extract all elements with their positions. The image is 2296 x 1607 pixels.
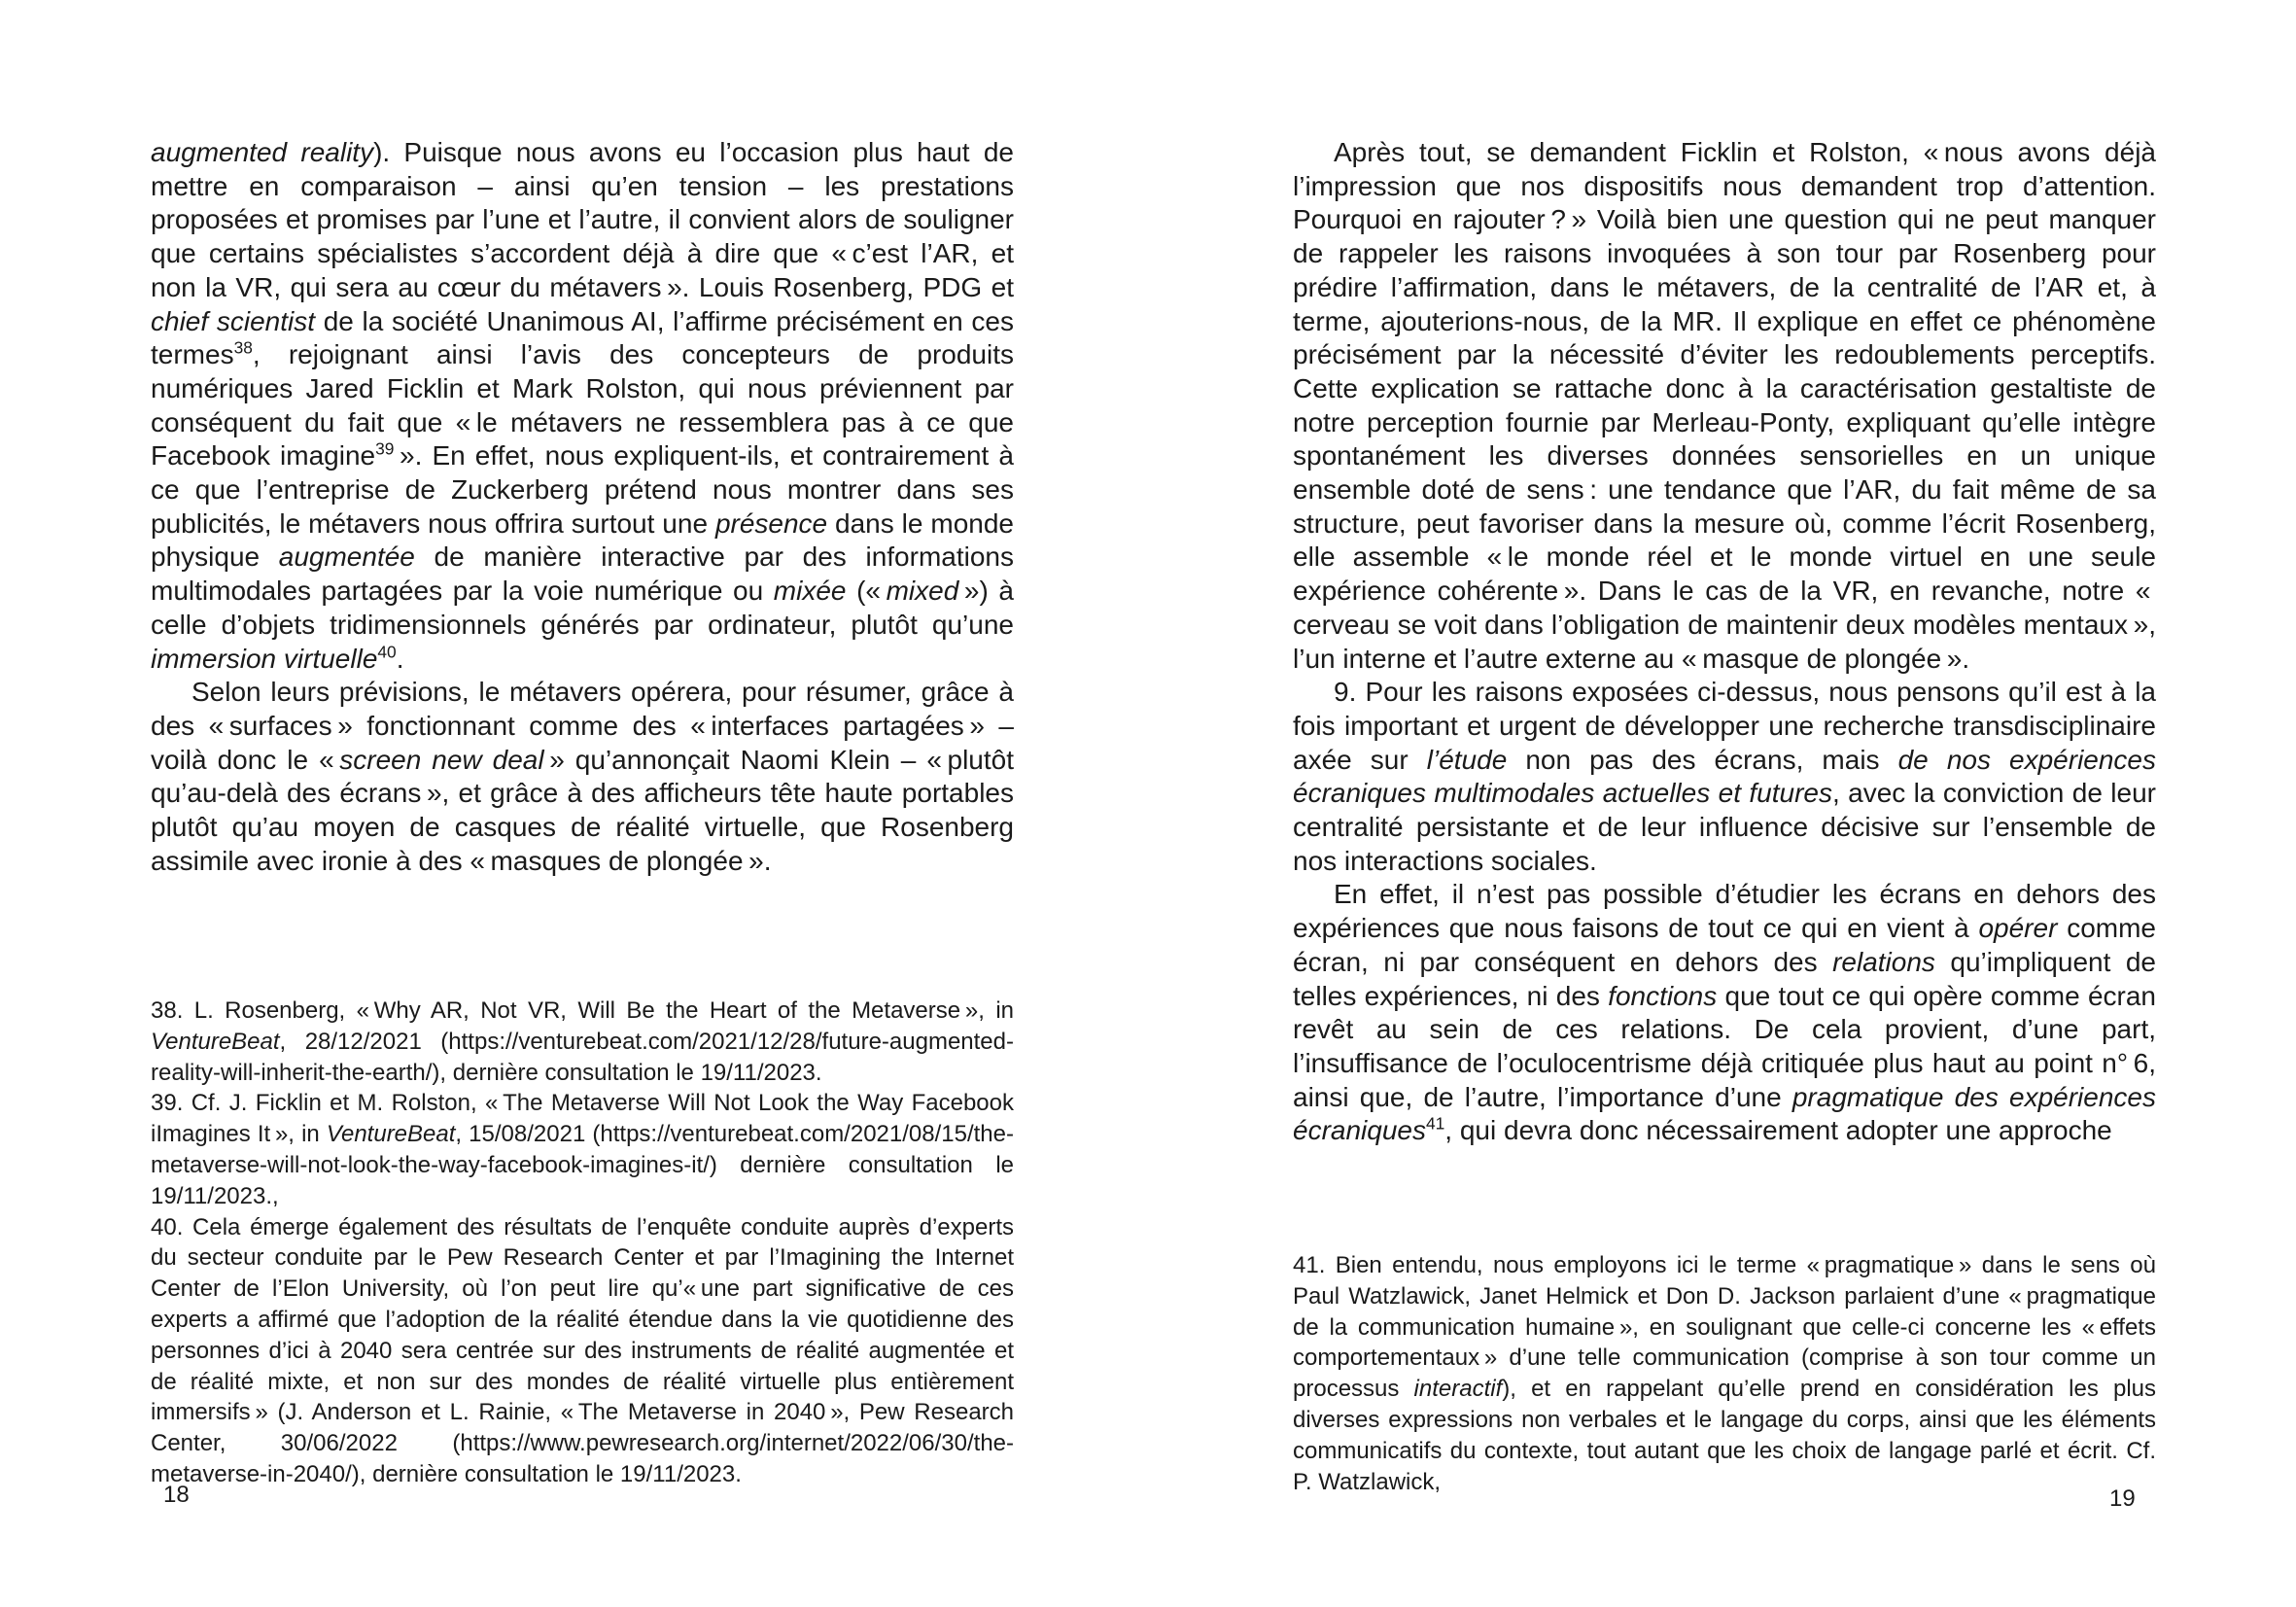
paragraph: En effet, il n’est pas possible d’étudier les écrans en dehors des expériences que nous faisons de tout ce qui en vient à opérer comme écran, ni par conséquent en dehors des relations qu’impliquent de telles expériences, ni des fonctions que tout ce qui opère comme écran revêt au sein de ces relations. De cela provient, d’une part, l’insuffisance de l’oculocentrisme déjà critiquée plus haut au point n° 6, ainsi que, de l’autre, l’importance d’une pragmatique des expériences écraniques$^{41}$, qui devra donc nécessairement adopter une approche	[1293, 879, 2156, 1146]
body-text	[1293, 136, 2156, 1148]
paragraph: augmented reality). Puisque nous avons eu l’occasion plus haut de mettre en comparaison – ainsi qu’en tension – les prestations proposées et promises par l’une et l’autre, il convient alors de souligner que certains spécialistes s’accordent déjà à dire que « c’est l’AR, et non la VR, qui sera au cœur du métavers ». Louis Rosenberg, PDG et chief scientist de la société Unanimous AI, l’affirme précisément en ces termes$^{38}$, rejoignant ainsi l’avis des concepteurs de produits numériques Jared Ficklin et Mark Rolston, qui nous préviennent par conséquent du fait que « le métavers ne ressemblera pas à ce que Facebook imagine$^{39}$ ». En effet, nous expliquent-ils, et contrairement à ce que l’entreprise de Zuckerberg prétend nous montrer dans ses publicités, le métavers nous offrira surtout une présence dans le monde physique augmentée de manière interactive par des informations multimodales partagées par la voie numérique ou mixée (« mixed ») à celle d’objets tridimensionnels générés par ordinateur, plutôt qu’une immersion virtuelle$^{40}$.	[151, 137, 1015, 674]
body-text	[151, 136, 1014, 878]
footnotes	[1293, 1250, 2156, 1497]
footnotes	[151, 996, 1014, 1490]
page-number: 18	[163, 1482, 190, 1508]
footnote: 39. Cf. J. Ficklin et M. Rolston, « The Metaverse Will Not Look the Way Facebook iImagines It », in VentureBeat, 15/08/2021 (https://venturebeat.com/2021/08/15/the-metaverse-will-not-look-the-way-facebook-imagines-it/) dernière consultation le 19/11/2023.,	[151, 1090, 1014, 1209]
footnote: 40. Cela émerge également des résultats de l’enquête conduite auprès d’experts du secteur conduite par le Pew Research Center et par l’Imagining the Internet Center de l’Elon University, où l’on peut lire qu’« une part significative de ces experts a affirmé que l’adoption de la réalité étendue dans la vie quotidienne des personnes d’ici à 2040 sera centrée sur des instruments de réalité augmentée et de réalité mixte, et non sur des mondes de réalité virtuelle plus entièrement immersifs » (J. Anderson et L. Rainie, « The Metaverse in 2040 », Pew Research Center, 30/06/2022 (https://www.pewresearch.org/internet/2022/06/30/the-metaverse-in-2040/), dernière consultation le 19/11/2023.	[151, 1213, 1014, 1487]
footnote: 41. Bien entendu, nous employons ici le terme « pragmatique » dans le sens où Paul Watzlawick, Janet Helmick et Don D. Jackson parlaient d’une « pragmatique de la communication humaine », en soulignant que celle-ci concerne les « effets comportementaux » d’une telle communication (comprise à son tour comme un processus interactif), et en rappelant qu’elle prend en considération les plus diverses expressions non verbales et le langage du corps, ainsi que les éléments communicatifs du contexte, tout autant que les choix de langage parlé et écrit. Cf. P. Watzlawick,	[1293, 1252, 2156, 1495]
paragraph: Après tout, se demandent Ficklin et Rolston, « nous avons déjà l’impression que nos dispositifs nous demandent trop d’attention. Pourquoi en rajouter ? » Voilà bien une question qui ne peut manquer de rappeler les raisons invoquées à son tour par Rosenberg pour prédire l’affirmation, dans le métavers, de la centralité de l’AR et, à terme, ajouterions-nous, de la MR. Il explique en effet ce phénomène précisément par la nécessité d’éviter les redoublements perceptifs. Cette explication se rattache donc à la caractérisation gestaltiste de notre perception fournie par Merleau-Ponty, expliquant qu’elle intègre spontanément les diverses données sensorielles en un unique ensemble doté de sens : une tendance que l’AR, du fait même de sa structure, peut favoriser dans la mesure où, comme l’écrit Rosenberg, elle assemble « le monde réel et le monde virtuel en une seule expérience cohérente ». Dans le cas de la VR, en revanche, notre « cerveau se voit dans l’obligation de maintenir deux modèles mentaux », l’un interne et l’autre externe au « masque de plongée ».	[1293, 137, 2156, 674]
page-number: 19	[2109, 1485, 2136, 1512]
paragraph: 9. Pour les raisons exposées ci-dessus, nous pensons qu’il est à la fois important et urgent de développer une recherche transdisciplinaire axée sur l’étude non pas des écrans, mais de nos expériences écraniques multimodales actuelles et futures, avec la conviction de leur centralité persistante et de leur influence décisive sur l’ensemble de nos interactions sociales.	[1293, 677, 2157, 876]
page-right	[1148, 0, 2296, 1607]
footnote: 38. L. Rosenberg, « Why AR, Not VR, Will Be the Heart of the Metaverse », in VentureBeat, 28/12/2021 (https://venturebeat.com/2021/12/28/future-augmented-reality-will-inherit-the-earth/), dernière consultation le 19/11/2023.	[151, 997, 1014, 1086]
paragraph: Selon leurs prévisions, le métavers opérera, pour résumer, grâce à des « surfaces » fonctionnant comme des « interfaces partagées » – voilà donc le « screen new deal » qu’annonçait Naomi Klein – « plutôt qu’au-delà des écrans », et grâce à des afficheurs tête haute portables plutôt qu’au moyen de casques de réalité virtuelle, que Rosenberg assimile avec ironie à des « masques de plongée ».	[151, 677, 1014, 876]
